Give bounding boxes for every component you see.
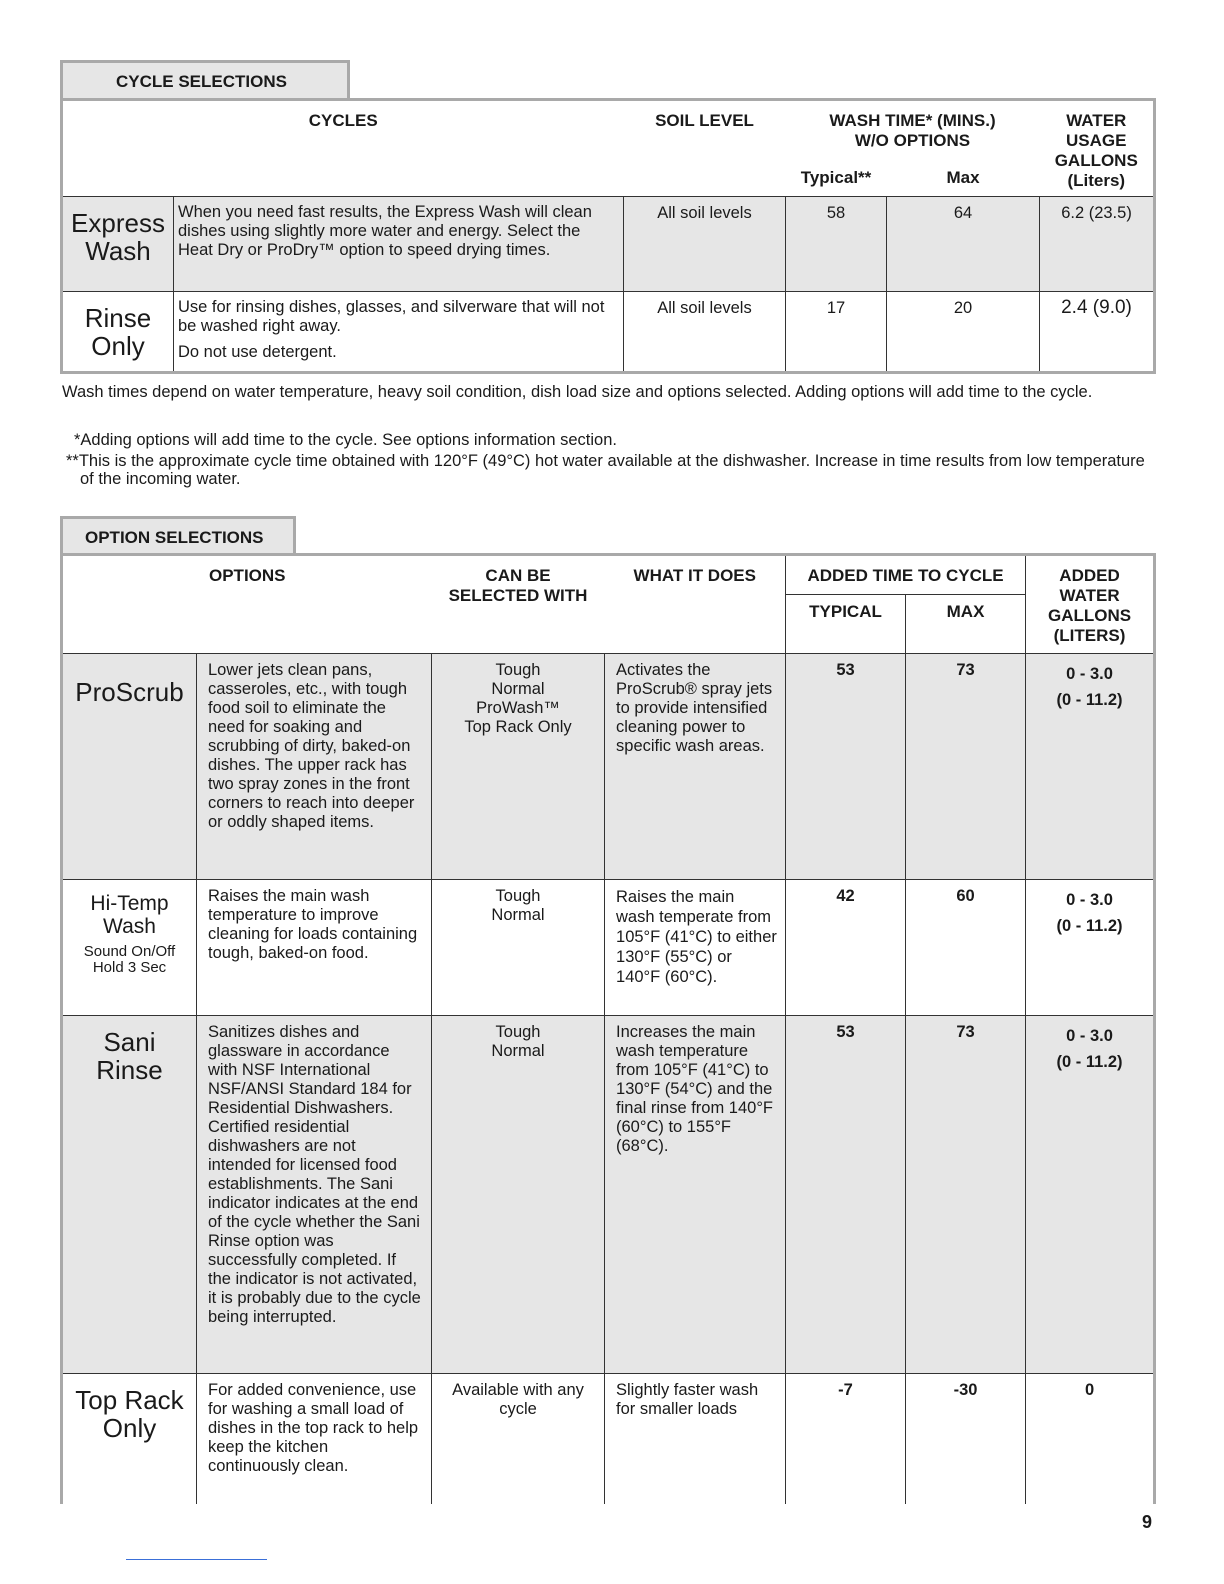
cycle-description-note: Do not use detergent. <box>178 343 337 361</box>
option-description: Lower jets clean pans, casseroles, etc., with tough food soil to eliminate the need for soaking and scrubbing of dirty, baked-on dishes. The upper rack has two spray zones in the front corners to reach into deeper or oddly shaped items. <box>197 654 432 880</box>
option-name-line1: ProScrub <box>75 677 184 707</box>
cycles-header: CYCLES <box>62 100 624 197</box>
option-water <box>1026 1016 1155 1374</box>
cycle-description <box>174 292 624 373</box>
option-name <box>62 654 197 880</box>
option-water <box>1026 880 1155 1016</box>
cycle-row-express <box>62 197 1155 292</box>
option-row-sani-rinse <box>62 1016 1155 1374</box>
max-header: Max <box>946 168 980 187</box>
cycle-water: 2.4 (9.0) <box>1040 292 1155 373</box>
can-be-label: CAN BE <box>485 566 551 585</box>
wash-time-header <box>786 100 1040 197</box>
option-typical: 53 <box>786 654 906 880</box>
cycle-soil: All soil levels <box>624 292 786 373</box>
option-selected-with <box>432 1016 605 1374</box>
liters-label: (Liters) <box>1067 171 1126 190</box>
option-name-line2: Wash <box>103 915 156 938</box>
option-name-line1: Hi-Temp <box>90 892 169 915</box>
option-description: Raises the main wash temperature to improve cleaning for loads containing tough, baked-on food. <box>197 880 432 1016</box>
cycle-typical: 17 <box>786 292 887 373</box>
selected-with-item: Tough <box>495 661 541 679</box>
option-header-row <box>62 555 1155 595</box>
can-be-selected-header <box>432 555 605 654</box>
option-water-liters: (0 - 11.2) <box>1056 1053 1123 1071</box>
cycle-name <box>62 197 174 292</box>
option-name-line1: Top Rack <box>75 1385 184 1415</box>
option-what-it-does: Activates the ProScrub® spray jets to provide intensified cleaning power to specific wash areas. <box>605 654 786 880</box>
option-water-liters: (0 - 11.2) <box>1056 917 1123 935</box>
gallons-label: GALLONS <box>1047 606 1132 625</box>
added-time-header: ADDED TIME TO CYCLE <box>786 555 1026 595</box>
selected-with-item: ProWash™ <box>476 699 560 717</box>
water-usage-header <box>1040 100 1155 197</box>
option-selected-with <box>432 880 605 1016</box>
option-name <box>62 1016 197 1374</box>
cycle-max: 20 <box>887 292 1040 373</box>
option-selections-table <box>60 553 1156 1504</box>
water-label: WATER <box>1059 586 1120 605</box>
option-water-gallons: 0 - 3.0 <box>1066 1027 1113 1045</box>
usage-label: USAGE <box>1066 131 1127 150</box>
option-description: For added convenience, use for washing a small load of dishes in the top rack to help keep the kitchen continuously clean. <box>197 1374 432 1504</box>
option-max: 60 <box>906 880 1026 1016</box>
page-number: 9 <box>1141 1512 1152 1532</box>
typical-header: TYPICAL <box>786 595 906 654</box>
cycle-selections-title: CYCLE SELECTIONS <box>60 60 350 100</box>
selected-with-item: Tough <box>495 1023 541 1041</box>
options-header: OPTIONS <box>62 555 432 654</box>
cycle-water: 6.2 (23.5) <box>1040 197 1155 292</box>
added-label: ADDED <box>1059 566 1120 585</box>
cycle-header-row <box>62 100 1155 197</box>
option-row-proscrub <box>62 654 1155 880</box>
selected-with-item: Available with any cycle <box>452 1381 584 1418</box>
option-name <box>62 1374 197 1504</box>
cycle-name-line1: Express <box>71 208 165 238</box>
selected-with-item: Normal <box>491 906 545 924</box>
option-typical: 42 <box>786 880 906 1016</box>
option-water <box>1026 654 1155 880</box>
selected-with-item: Normal <box>491 680 545 698</box>
option-selected-with <box>432 1374 605 1504</box>
cycle-soil: All soil levels <box>624 197 786 292</box>
soil-level-header: SOIL LEVEL <box>624 100 786 197</box>
cycle-description-text: Use for rinsing dishes, glasses, and silverware that will not be washed right away. <box>178 298 605 335</box>
option-water-gallons: 0 - 3.0 <box>1066 891 1113 909</box>
option-name-subtext: Hold 3 Sec <box>92 959 167 976</box>
cycle-typical: 58 <box>786 197 887 292</box>
typical-header: Typical** <box>800 168 872 187</box>
selected-with-label: SELECTED WITH <box>448 586 588 605</box>
wash-times-note: Wash times depend on water temperature, heavy soil condition, dish load size and options selected. Adding options will add time to the cycle. <box>62 383 1093 401</box>
liters-label: (LITERS) <box>1053 626 1126 645</box>
option-row-top-rack <box>62 1374 1155 1504</box>
option-row-hi-temp <box>62 880 1155 1016</box>
option-name-subtext: Sound On/Off <box>83 943 176 960</box>
option-typical: 53 <box>786 1016 906 1374</box>
option-selections-title: OPTION SELECTIONS <box>60 516 296 556</box>
cycle-name-line1: Rinse <box>84 303 152 333</box>
cycle-time-footnote: **This is the approximate cycle time obtained with 120°F (49°C) hot water available at the dishwasher. Increase in time results from low temperature of the incoming water. <box>66 452 1145 488</box>
option-description: Sanitizes dishes and glassware in accordance with NSF International NSF/ANSI Standard 184 for Residential Dishwashers. Certified residential dishwashers are not intended for licensed food establishments. The Sani indicator indicates at the end of the cycle whether the Sani Rinse option was successfully completed. If the indicator is not activated, it is probably due to the cycle being interrupted. <box>197 1016 432 1374</box>
gallons-label: GALLONS <box>1054 151 1138 170</box>
adding-options-footnote: *Adding options will add time to the cycle. See options information section. <box>74 431 617 449</box>
what-it-does-header: WHAT IT DOES <box>605 555 786 654</box>
option-name <box>62 880 197 1016</box>
option-water-gallons: 0 - 3.0 <box>1066 665 1113 683</box>
footer-divider <box>126 1559 267 1560</box>
option-what-it-does: Slightly faster wash for smaller loads <box>605 1374 786 1504</box>
cycle-name-line2: Only <box>91 331 145 361</box>
wash-time-sub-label: W/O OPTIONS <box>854 131 971 150</box>
option-typical: -7 <box>786 1374 906 1504</box>
max-header: MAX <box>906 595 1026 654</box>
option-what-it-does: Increases the main wash temperature from 105°F (41°C) to 130°F (54°C) and the final rinse from 140°F (60°C) to 155°F (68°C). <box>605 1016 786 1374</box>
selected-with-item: Top Rack Only <box>464 718 572 736</box>
option-name-line2: Rinse <box>96 1055 163 1085</box>
option-selected-with <box>432 654 605 880</box>
cycle-name-line2: Wash <box>85 236 151 266</box>
option-name-line2: Only <box>102 1413 157 1443</box>
cycle-row-rinse <box>62 292 1155 373</box>
option-max: -30 <box>906 1374 1026 1504</box>
cycle-description: When you need fast results, the Express Wash will clean dishes using slightly more water and energy. Select the Heat Dry or ProDry™ option to speed drying times. <box>174 197 624 292</box>
option-water-liters: (0 - 11.2) <box>1056 691 1123 709</box>
selected-with-item: Normal <box>491 1042 545 1060</box>
option-name-line1: Sani <box>103 1027 156 1057</box>
option-max: 73 <box>906 1016 1026 1374</box>
option-water-gallons: 0 <box>1084 1381 1095 1399</box>
added-water-header <box>1026 555 1155 654</box>
option-max: 73 <box>906 654 1026 880</box>
wash-time-label: WASH TIME* (MINS.) <box>829 111 996 130</box>
cycle-max: 64 <box>887 197 1040 292</box>
cycle-name <box>62 292 174 373</box>
water-label: WATER <box>1066 111 1127 130</box>
cycle-selections-table <box>60 98 1156 374</box>
option-water <box>1026 1374 1155 1504</box>
selected-with-item: Tough <box>495 887 541 905</box>
option-what-it-does: Raises the main wash temperate from 105°F (41°C) to either 130°F (55°C) or 140°F (60°C). <box>605 880 786 1016</box>
